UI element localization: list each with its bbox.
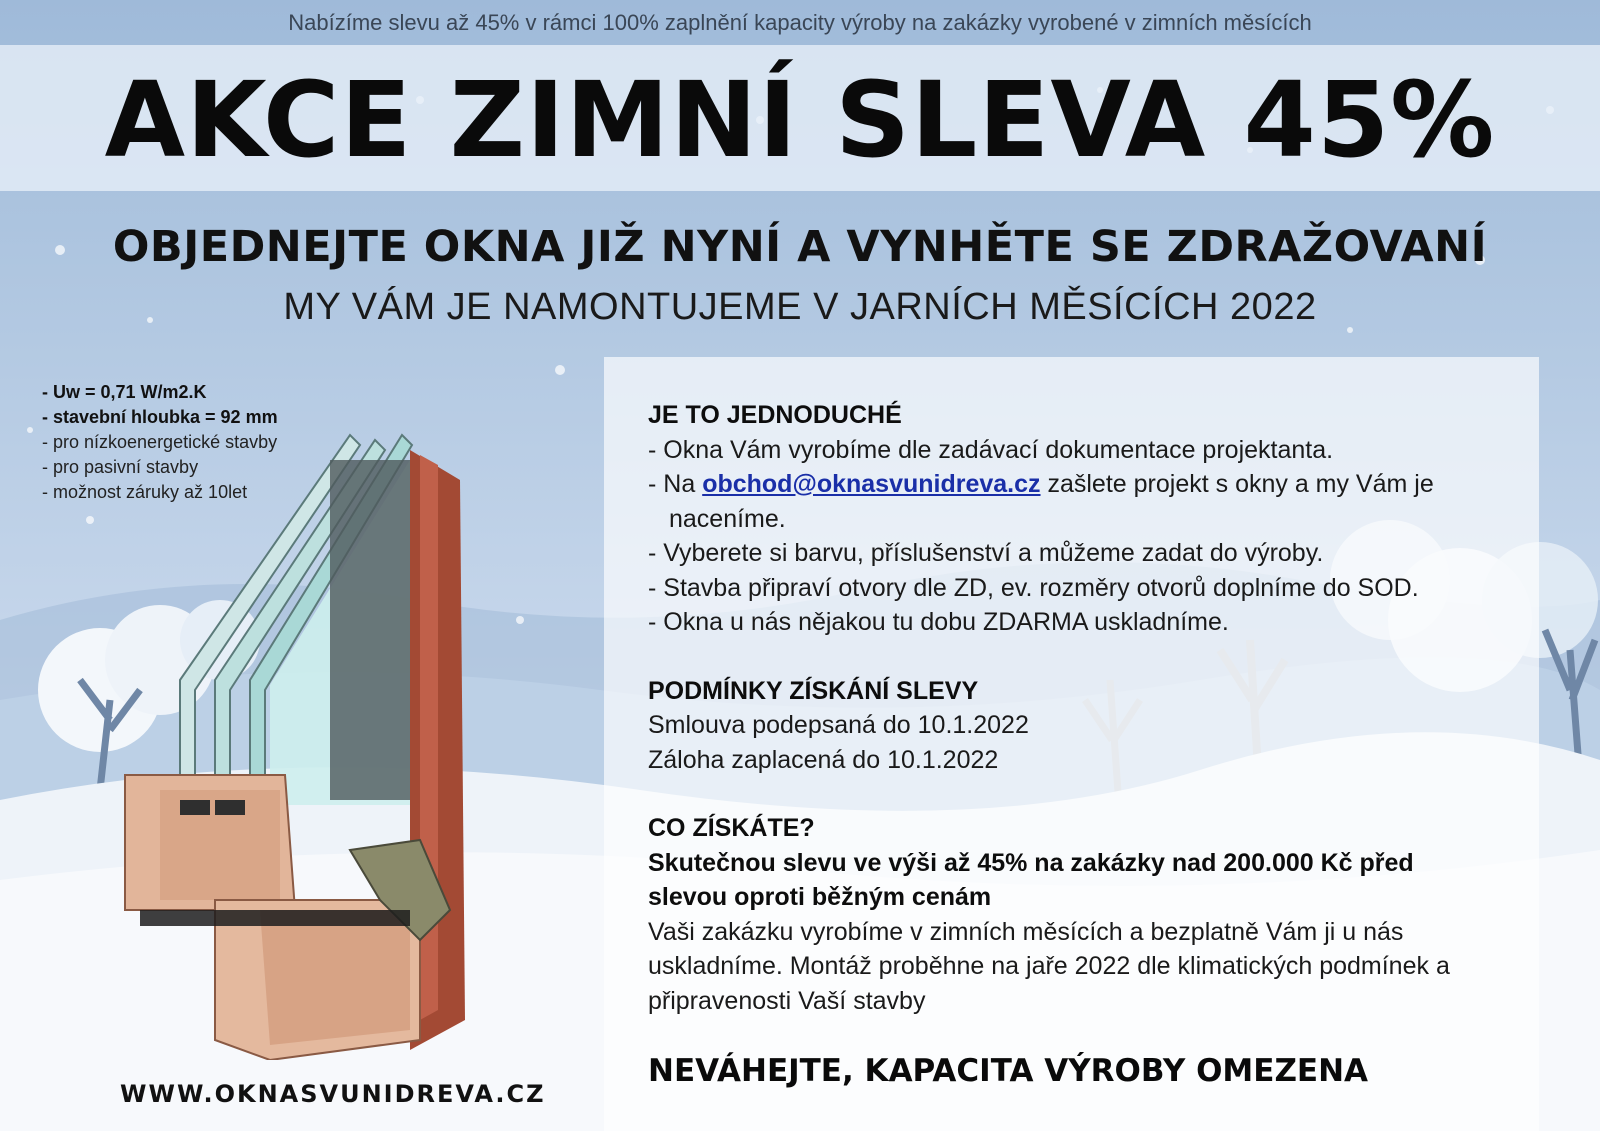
page-title: AKCE ZIMNÍ SLEVA 45% <box>104 59 1496 181</box>
section-title: PODMÍNKY ZÍSKÁNÍ SLEVY <box>648 676 979 705</box>
list-item: - Okna Vám vyrobíme dle zadávací dokumentace projektanta. <box>648 435 1334 464</box>
info-content <box>648 398 1528 1018</box>
benefit-highlight: Skutečnou slevu ve výši až 45% na zakázky nad 200.000 Kč před slevou oproti běžným cenám <box>648 848 1414 911</box>
list-item: - Okna u nás nějakou tu dobu ZDARMA uskladníme. <box>648 608 1229 636</box>
email-link[interactable]: obchod@oknasvunidreva.cz <box>702 470 1041 498</box>
spec-item: - pro nízkoenergetické stavby <box>42 432 278 452</box>
list-item: - Vyberete si barvu, příslušenství a můžeme zadat do výroby. <box>648 539 1324 567</box>
website-link[interactable]: WWW.OKNASVUNIDREVA.CZ <box>120 1080 546 1108</box>
spec-item: - možnost záruky až 10let <box>42 482 248 502</box>
spec-item: - Uw = 0,71 W/m2.K <box>42 382 207 402</box>
section-title: CO ZÍSKÁTE? <box>648 814 815 842</box>
subheadline-secondary: MY VÁM JE NAMONTUJEME V JARNÍCH MĚSÍCÍCH 2022 <box>283 286 1317 328</box>
subheadline: OBJEDNEJTE OKNA JIŽ NYNÍ A VYNHĚTE SE ZDRAŽOVANÍ <box>112 222 1488 272</box>
list-item <box>648 467 1528 536</box>
benefit-text: Vaši zakázku vyrobíme v zimních měsících a bezplatně Vám ji u nás uskladníme. Montáž proběhne na jaře 2022 dle klimatických podmínek a připravenosti Vaší stavby <box>648 917 1450 1015</box>
spec-item: - pro pasivní stavby <box>42 457 199 477</box>
list-item-text: zašlete projekt s okny a my Vám je naceníme. <box>669 470 1434 533</box>
list-item: - Stavba připraví otvory dle ZD, ev. rozměry otvorů doplníme do SOD. <box>648 573 1419 602</box>
call-to-action: NEVÁHEJTE, KAPACITA VÝROBY OMEZENA <box>648 1053 1369 1089</box>
list-item-text: - Na <box>648 470 703 498</box>
spec-item: - stavební hloubka = 92 mm <box>42 407 278 427</box>
condition-line: Smlouva podepsaná do 10.1.2022 <box>648 711 1029 739</box>
section-title: JE TO JEDNODUCHÉ <box>648 401 902 429</box>
condition-line: Záloha zaplacená do 10.1.2022 <box>648 745 999 774</box>
top-banner: Nabízíme slevu až 45% v rámci 100% zaplnění kapacity výroby na zakázky vyrobené v zimních měsících <box>288 10 1312 35</box>
window-profile-image <box>120 430 490 1060</box>
